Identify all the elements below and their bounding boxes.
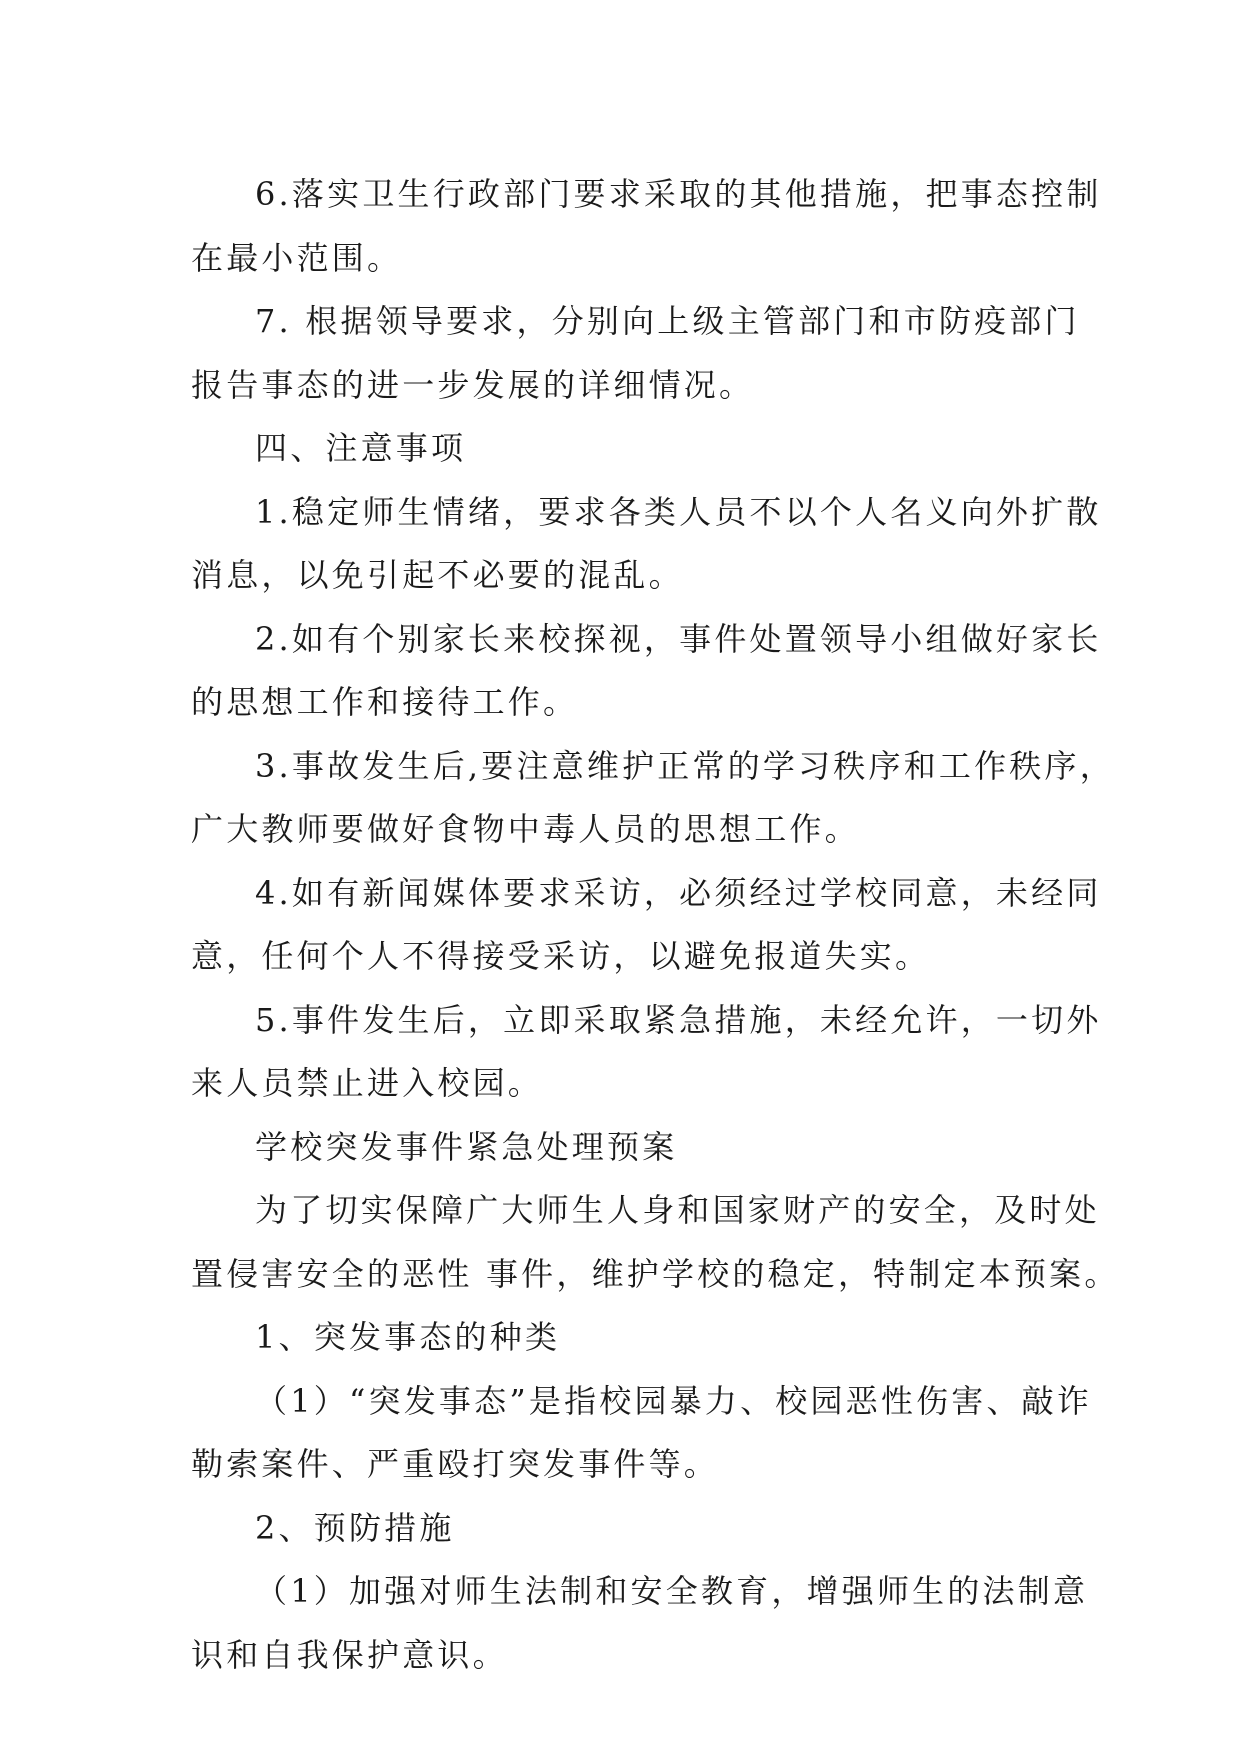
- text-line: 置侵害安全的恶性 事件，维护学校的稳定，特制定本预案。: [191, 1254, 1120, 1293]
- text-line: 7. 根据领导要求，分别向上级主管部门和市防疫部门: [255, 302, 1080, 340]
- text-line: 在最小范围。: [191, 238, 403, 277]
- text-line: 1.稳定师生情绪，要求各类人员不以个人名义向外扩散: [255, 492, 1102, 531]
- section-heading: 四、注意事项: [255, 429, 467, 467]
- text-line: （1）“突发事态”是指校园暴力、校园恶性伤害、敲诈: [255, 1381, 1093, 1420]
- text-line: 6.落实卫生行政部门要求采取的其他措施，把事态控制: [255, 175, 1102, 213]
- document-title: 学校突发事件紧急处理预案: [255, 1127, 678, 1166]
- text-line: 为了切实保障广大师生人身和国家财产的安全，及时处: [255, 1191, 1100, 1229]
- text-line: 4.如有新闻媒体要求采访，必须经过学校同意，未经同: [255, 873, 1102, 912]
- text-line: （1）加强对师生法制和安全教育，增强师生的法制意: [255, 1572, 1089, 1610]
- text-line: 3.事故发生后,要注意维护正常的学习秩序和工作秩序，: [255, 746, 1115, 785]
- text-line: 识和自我保护意识。: [191, 1635, 508, 1674]
- section-heading: 1、突发事态的种类: [255, 1318, 561, 1356]
- document-body: [191, 163, 1120, 1687]
- text-line: 2.如有个别家长来校探视，事件处置领导小组做好家长: [255, 619, 1102, 658]
- text-line: 广大教师要做好食物中毒人员的思想工作。: [191, 810, 860, 848]
- text-line: 5.事件发生后，立即采取紧急措施，未经允许，一切外: [255, 1000, 1102, 1039]
- text-line: 报告事态的进一步发展的详细情况。: [191, 365, 755, 404]
- text-line: 来人员禁止进入校园。: [191, 1064, 544, 1102]
- text-line: 的思想工作和接待工作。: [191, 683, 579, 721]
- text-line: 勒索案件、严重殴打突发事件等。: [191, 1445, 720, 1483]
- text-line: 消息，以免引起不必要的混乱。: [191, 556, 684, 594]
- section-heading: 2、预防措施: [255, 1508, 455, 1547]
- text-line: 意，任何个人不得接受采访，以避免报道失实。: [191, 937, 931, 975]
